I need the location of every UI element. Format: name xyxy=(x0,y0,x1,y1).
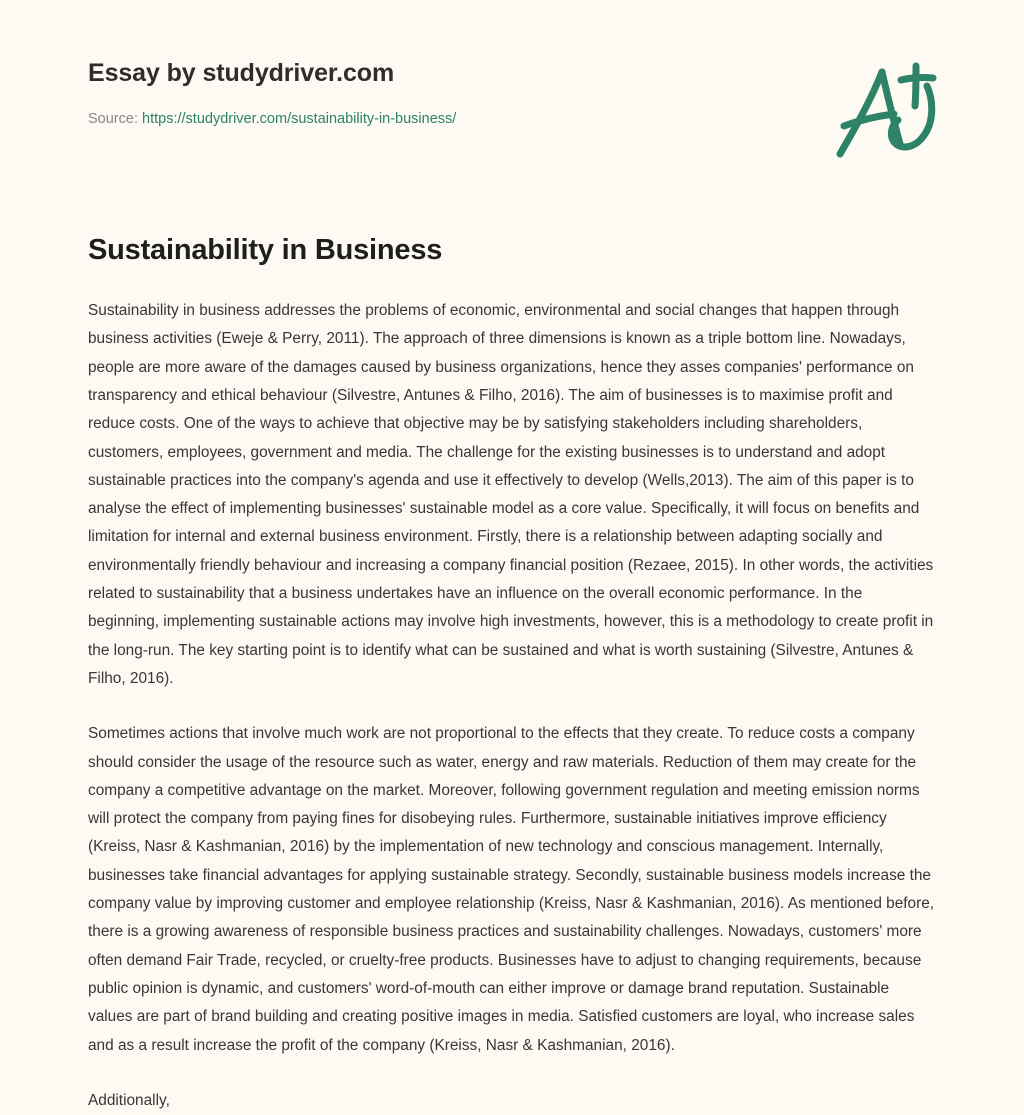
source-url-link[interactable]: https://studydriver.com/sustainability-in-business/ xyxy=(142,111,457,127)
paragraph: Sometimes actions that involve much work are not proportional to the effects that they create. To reduce costs a company should consider the usage of the resource such as water, energy and raw materials. Reduction of them may create for the company a competitive advantage on the market. Moreover, following government regulation and meeting emission norms will protect the company from paying fines for disobeying rules. Furthermore, sustainable initiatives improve efficiency (Kreiss, Nasr & Kashmanian, 2016) by the implementation of new technology and conscious management. Internally, businesses take financial advantages for applying sustainable strategy. Secondly, sustainable business models increase the company value by improving customer and employee relationship (Kreiss, Nasr & Kashmanian, 2016). As mentioned before, there is a growing awareness of responsible business practices and sustainability challenges. Nowadays, customers' more often demand Fair Trade, recycled, or cruelty-free products. Businesses have to adjust to changing requirements, because public opinion is dynamic, and customers' word-of-mouth can either improve or damage brand reputation. Sustainable values are part of brand building and creating positive images in media. Satisfied customers are loyal, who increase sales and as a result increase the profit of the company (Kreiss, Nasr & Kashmanian, 2016). xyxy=(88,725,935,1054)
source-label: Source: xyxy=(88,111,138,127)
byline: Essay by studydriver.com xyxy=(88,59,395,87)
paragraph: Sustainability in business addresses the problems of economic, environmental and social changes that happen through business activities (Eweje & Perry, 2011). The approach of three dimensions is known as a triple bottom line. Nowadays, people are more aware of the damages caused by business organizations, hence they asses companies' performance on transparency and ethical behaviour (Silvestre, Antunes & Filho, 2016). The aim of businesses is to maximise profit and reduce costs. One of the ways to achieve that objective may be by satisfying stakeholders including shareholders, customers, employees, government and media. The challenge for the existing businesses is to understand and adopt sustainable practices into the company's agenda and use it effectively to develop (Wells,2013). The aim of this paper is to analyse the effect of implementing businesses' sustainable model as a core value. Specifically, it will focus on benefits and limitation for internal and external business environment. Firstly, there is a relationship between adapting socially and environmentally friendly behaviour and increasing a company financial position (Rezaee, 2015). In other words, the activities related to sustainability that a business undertakes have an influence on the overall economic performance. In the beginning, implementing sustainable actions may involve high investments, however, this is a methodology to create profit in the long-run. The key starting point is to identify what can be sustained and what is worth sustaining (Silvestre, Antunes & Filho, 2016). xyxy=(88,302,934,687)
paragraph: Additionally, xyxy=(88,1091,170,1109)
essay-body xyxy=(88,268,936,1115)
page-header xyxy=(88,0,936,129)
source-line xyxy=(88,110,936,129)
page-title: Sustainability in Business xyxy=(88,233,443,266)
studydriver-a-plus-logo-icon[interactable] xyxy=(830,58,950,168)
